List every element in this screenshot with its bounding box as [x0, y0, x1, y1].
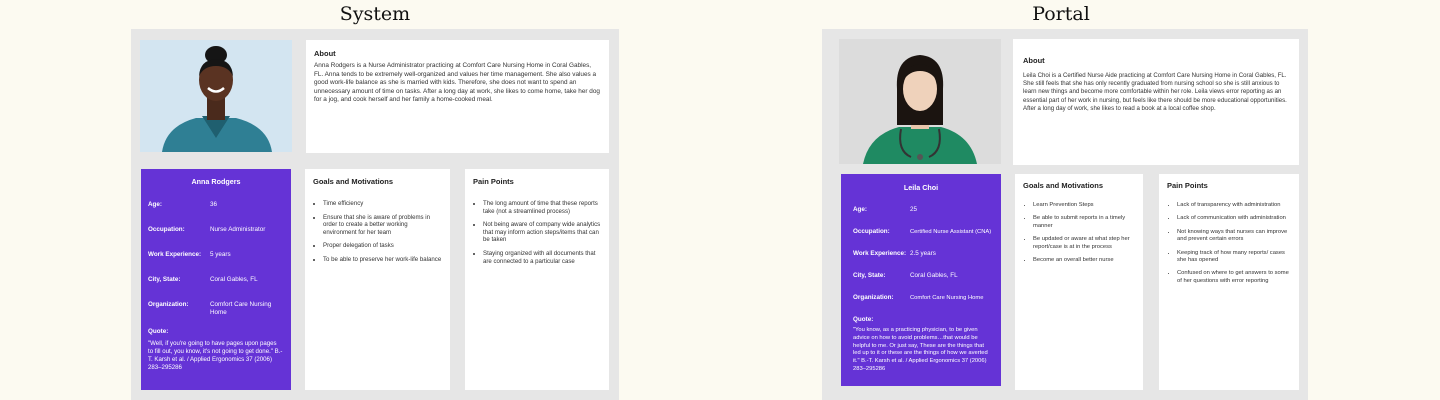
about-text: Anna Rodgers is a Nurse Administrator practicing at Comfort Care Nursing Home in Coral Gables, FL. Anna tends to be extremely well-organized and values her time management. She also values a good work-life balance as she is married with kids. Therefore, she does not want to spend an unnecessary amount of time on tasks. After a long day at work, she likes to come home, take her dog for a jog, and cook herself and her family a home-cooked meal.	[314, 62, 600, 104]
about-title: About	[1023, 56, 1045, 65]
pain-points-title: Pain Points	[1167, 181, 1208, 190]
about-text: Leila Choi is a Certified Nurse Aide practicing at Comfort Care Nursing Home in Coral Gables, FL. She still feels that she has only recently graduated from nursing school so she is still anxious to learn new things and become more comfortable within her role. Leila views error reporting as an essential part of her work in nursing, but feels like there should be more educational opportunities. After a long day of work, she likes to read a book at a local coffee shop.	[1023, 72, 1287, 112]
pain-point-item: • Lack of transparency with administration	[1177, 202, 1291, 209]
pain-point-item: • The long amount of time that these reports take (not a streamlined process)	[483, 200, 601, 215]
experience-row	[853, 250, 995, 258]
age-row	[148, 201, 285, 209]
persona-details-card	[841, 174, 1001, 386]
age-label: Age:	[853, 206, 867, 213]
city-row	[853, 272, 995, 280]
goals-list	[313, 200, 442, 264]
system-persona-board	[131, 29, 619, 400]
organization-label: Organization:	[853, 294, 894, 301]
goals-title: Goals and Motivations	[1023, 181, 1104, 190]
goals-list	[1023, 202, 1135, 264]
pain-points-title: Pain Points	[473, 177, 514, 186]
city-label: City, State:	[148, 276, 181, 283]
goal-item: • Become an overall better nurse	[1033, 257, 1135, 264]
organization-row	[853, 294, 995, 302]
about-card	[306, 40, 609, 153]
pain-point-item: • Staying organized with all documents that are connected to a particular case	[483, 250, 601, 265]
quote-label: Quote:	[148, 328, 169, 335]
occupation-row	[148, 226, 285, 234]
city-value: Coral Gables, FL	[910, 272, 958, 279]
persona-photo-anna	[140, 40, 292, 152]
persona-name: Anna Rodgers	[191, 177, 241, 186]
occupation-value: Nurse Administrator	[210, 226, 266, 233]
pain-point-item: • Confused on where to get answers to some of her questions with error reporting	[1177, 270, 1291, 285]
age-value: 25	[910, 206, 918, 213]
experience-label: Work Experience:	[148, 251, 202, 258]
age-value: 36	[210, 201, 218, 208]
city-value: Coral Gables, FL	[210, 276, 258, 283]
occupation-label: Occupation:	[853, 228, 890, 235]
city-row	[148, 276, 285, 284]
pain-point-item: • Lack of communication with administration	[1177, 215, 1291, 222]
goals-card	[1015, 174, 1143, 390]
about-card	[1013, 39, 1299, 165]
pain-points-card	[1159, 174, 1299, 390]
goal-item: • Ensure that she is aware of problems in order to create a better working environment for her team	[323, 214, 442, 237]
persona-details-card	[141, 169, 291, 390]
organization-value: Comfort Care Nursing Home	[210, 301, 272, 316]
pain-point-item: • Not being aware of company wide analytics that may inform action steps/items that can be taken	[483, 221, 601, 244]
experience-row	[148, 251, 285, 259]
occupation-value: Certified Nurse Assistant (CNA)	[910, 229, 992, 235]
goal-item: • Be able to submit reports in a timely manner	[1033, 215, 1135, 230]
organization-value: Comfort Care Nursing Home	[910, 295, 984, 301]
quote-text: "Well, if you're going to have pages upon pages to fill out, you know, it's not going to get done." B.-T. Karsh et al. / Applied Ergonomics 37 (2006) 283–295286	[148, 340, 283, 372]
goal-item: • Time efficiency	[323, 200, 442, 208]
portal-persona-board	[822, 29, 1308, 400]
age-row	[853, 206, 995, 214]
system-heading: System	[339, 3, 411, 25]
city-label: City, State:	[853, 272, 886, 279]
portal-heading: Portal	[1032, 3, 1090, 25]
about-title: About	[314, 49, 336, 58]
persona-name: Leila Choi	[903, 183, 939, 192]
experience-label: Work Experience:	[853, 250, 907, 257]
goal-item: • Learn Prevention Steps	[1033, 202, 1135, 209]
pain-points-list	[473, 200, 601, 265]
pain-points-list	[1167, 202, 1291, 285]
experience-value: 5 years	[210, 251, 231, 258]
persona-photo-leila	[839, 39, 1001, 164]
occupation-label: Occupation:	[148, 226, 185, 233]
goal-item: • Proper delegation of tasks	[323, 242, 442, 250]
quote-label: Quote:	[853, 316, 874, 323]
pain-points-card	[465, 169, 609, 390]
pain-point-item: • Keeping track of how many reports/ cases she has opened	[1177, 250, 1291, 265]
age-label: Age:	[148, 201, 162, 208]
pain-point-item: • Not knowing ways that nurses can improve and prevent certain errors	[1177, 229, 1291, 244]
organization-row	[148, 301, 285, 317]
quote-text: "You know, as a practicing physician, to be given advice on how to avoid problems…that would be helpful to me. Or just say, These are the things that led up to it or these are the things of how we averted it." B.-T. Karsh et al. / Applied Ergonomics 37 (2006) 283–295286	[853, 327, 988, 372]
organization-label: Organization:	[148, 301, 189, 308]
goals-card	[305, 169, 450, 390]
occupation-row	[853, 228, 995, 236]
experience-value: 2.5 years	[910, 250, 936, 257]
goals-title: Goals and Motivations	[313, 177, 394, 186]
goal-item: • To be able to preserve her work-life balance	[323, 256, 442, 264]
goal-item: • Be updated or aware at what step her report/case is at in the process	[1033, 236, 1135, 251]
